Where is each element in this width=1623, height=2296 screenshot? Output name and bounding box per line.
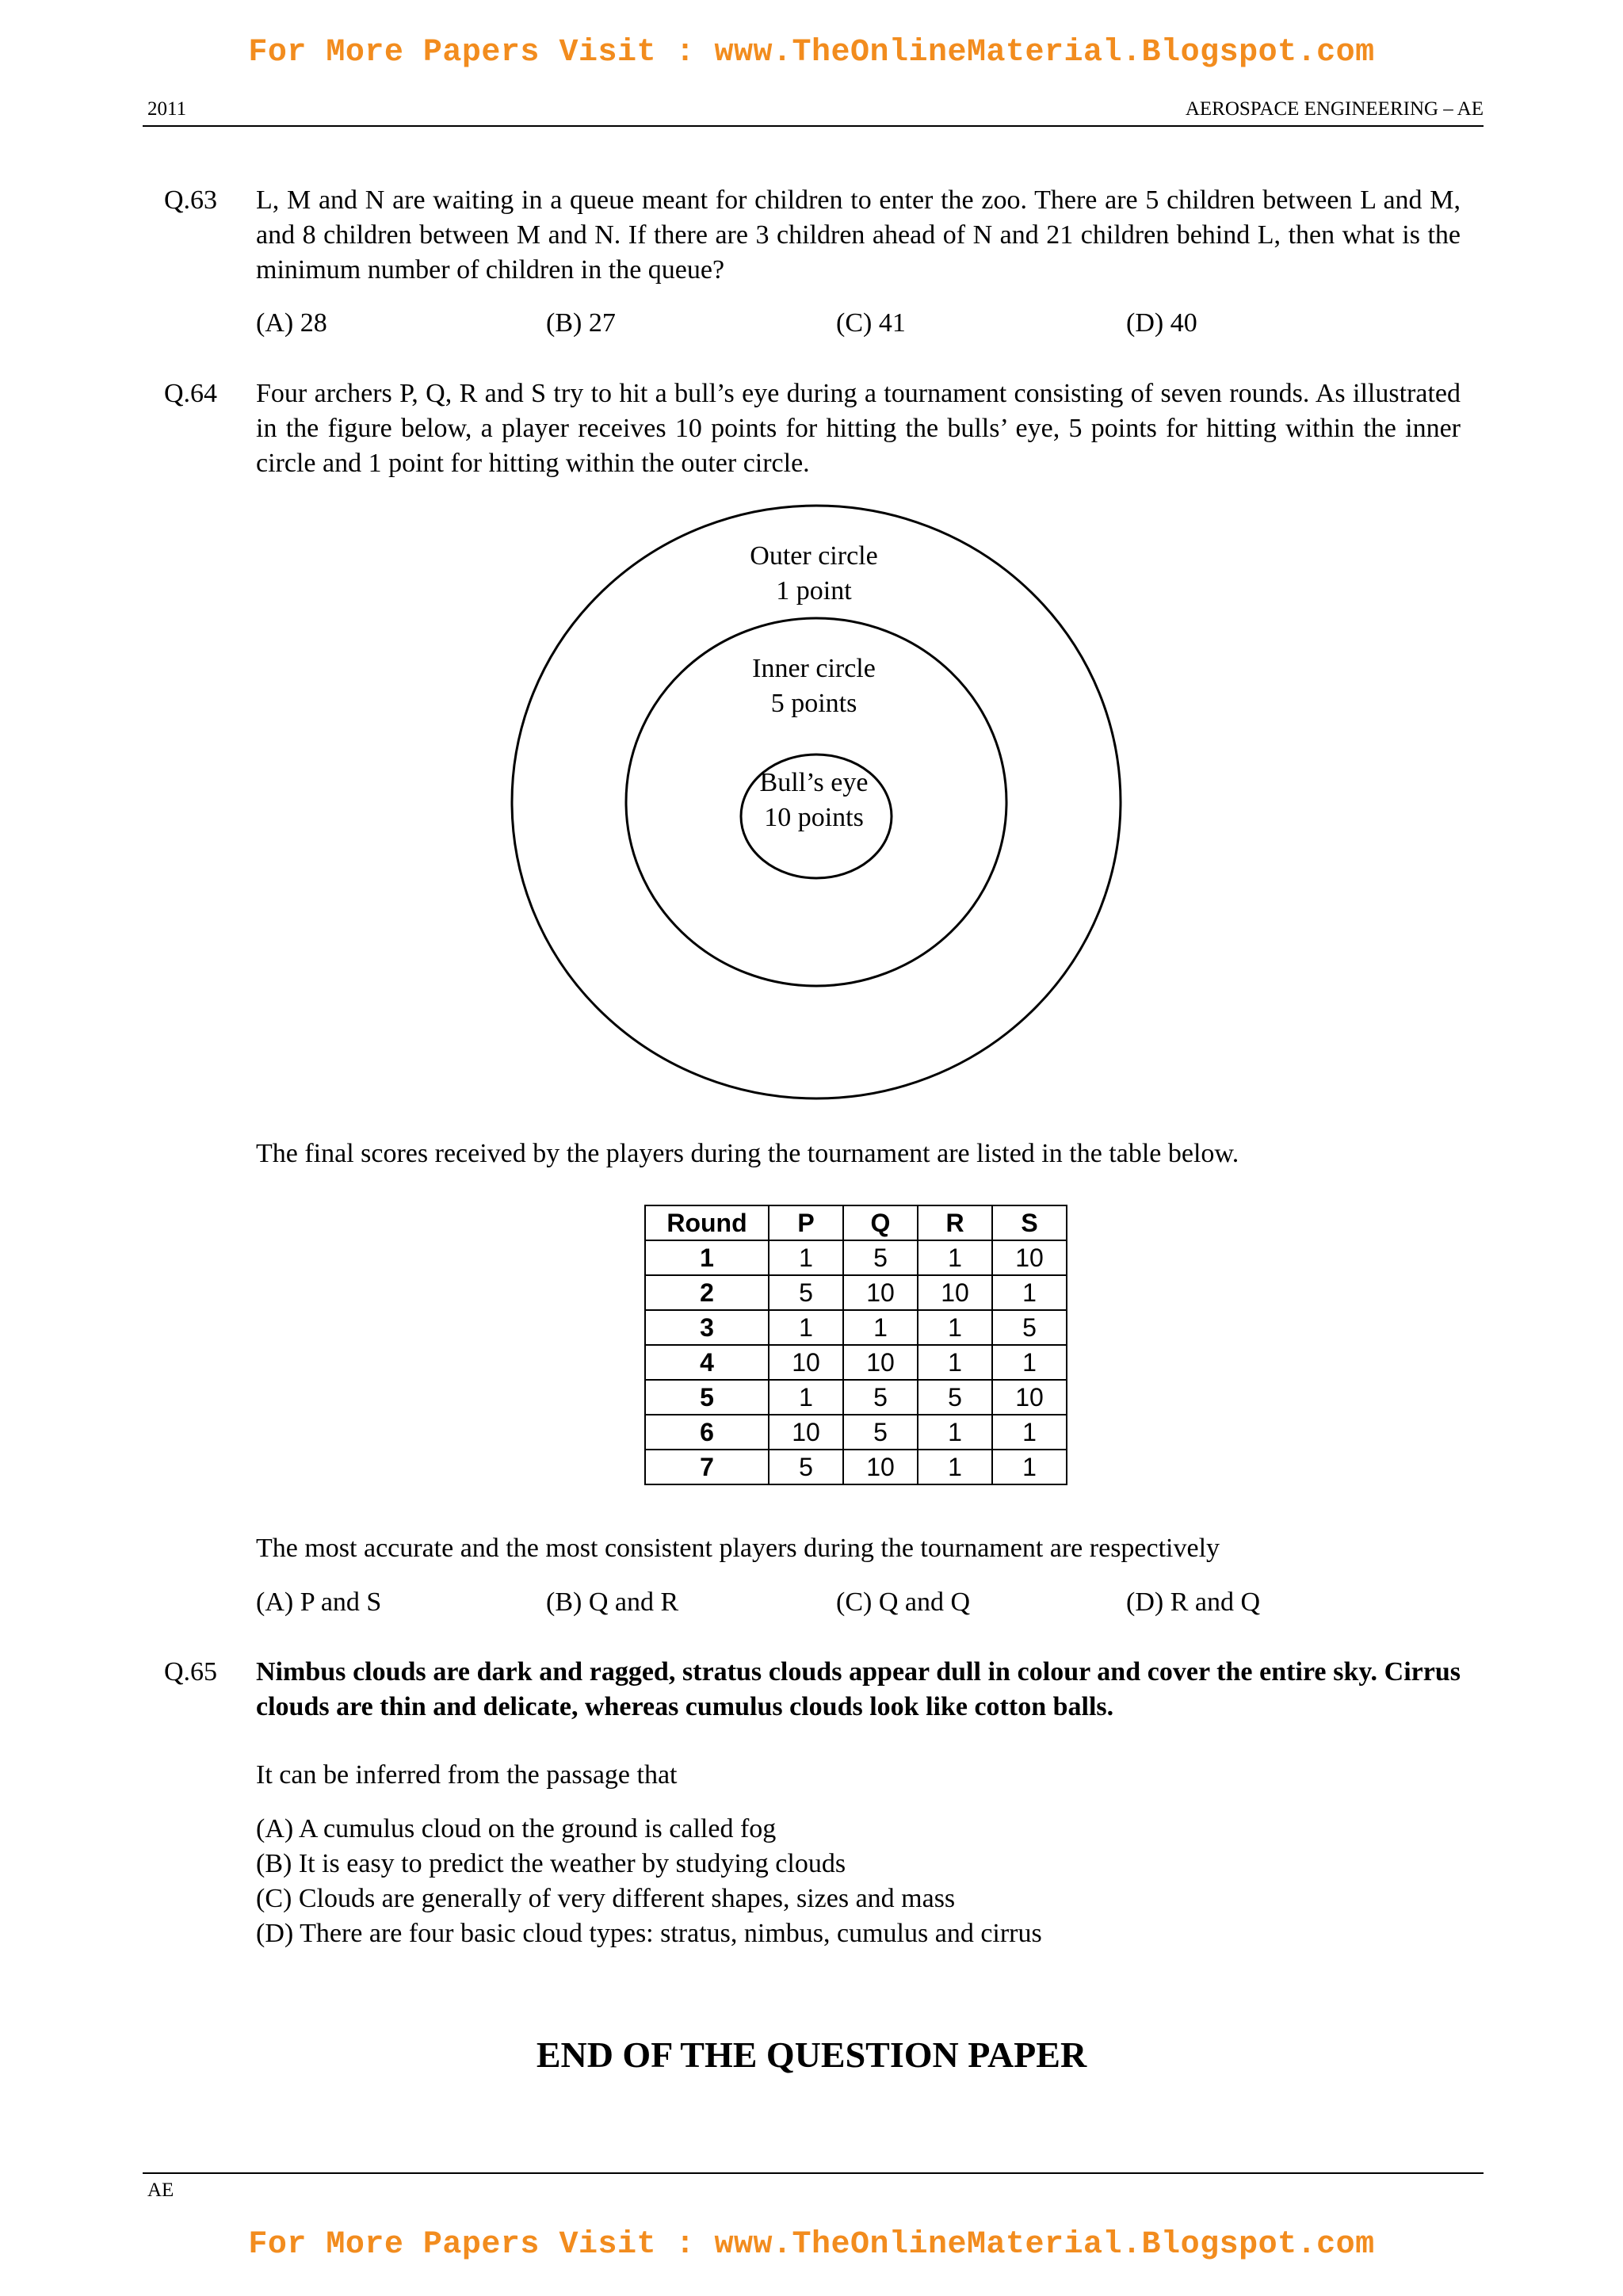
score-cell: 1: [843, 1310, 918, 1345]
bull-label-line1: Bull’s eye: [759, 768, 869, 797]
round-cell: 1: [645, 1240, 769, 1275]
round-cell: 6: [645, 1415, 769, 1450]
q64-table-intro: The final scores received by the players during the tournament are listed in the table below.: [256, 1139, 1239, 1168]
q64-number: Q.64: [164, 379, 218, 408]
score-cell: 10: [769, 1415, 843, 1450]
table-row: [645, 1380, 1067, 1415]
score-cell: 1: [992, 1415, 1067, 1450]
q65-option-d: (D) There are four basic cloud types: stratus, nimbus, cumulus and cirrus: [256, 1919, 1042, 1948]
score-cell: 5: [918, 1380, 992, 1415]
score-cell: 1: [992, 1450, 1067, 1484]
score-cell: 1: [918, 1240, 992, 1275]
table-row: [645, 1310, 1067, 1345]
table-row: [645, 1415, 1067, 1450]
footer-divider: [143, 2172, 1484, 2174]
score-cell: 5: [843, 1415, 918, 1450]
table-header-cell: Q: [843, 1205, 918, 1240]
q65-option-c: (C) Clouds are generally of very different shapes, sizes and mass: [256, 1884, 956, 1913]
outer-label-line1: Outer circle: [750, 541, 878, 571]
q63-text: L, M and N are waiting in a queue meant for children to enter the zoo. There are 5 children between L and M, and 8 children between M and N. If there are 3 children ahead of N and 21 children behind L, then what is the minimum number of children in the queue?: [256, 185, 1461, 285]
score-cell: 5: [769, 1450, 843, 1484]
outer-label-line2: 1 point: [776, 576, 852, 606]
q65-passage: Nimbus clouds are dark and ragged, stratus clouds appear dull in colour and cover the entire sky. Cirrus clouds are thin and delicate, whereas cumulus clouds look like cotton balls.: [256, 1657, 1461, 1721]
table-row: [645, 1275, 1067, 1310]
round-cell: 2: [645, 1275, 769, 1310]
score-cell: 1: [918, 1415, 992, 1450]
q65-question: It can be inferred from the passage that: [256, 1760, 678, 1790]
q64-option-a: (A) P and S: [256, 1587, 382, 1617]
q64-option-d: (D) R and Q: [1126, 1587, 1261, 1617]
score-table: [644, 1205, 1067, 1485]
score-cell: 1: [769, 1240, 843, 1275]
q63-option-d: (D) 40: [1126, 308, 1197, 338]
q63-option-a: (A) 28: [256, 308, 327, 338]
end-title: END OF THE QUESTION PAPER: [536, 2034, 1087, 2075]
table-header-cell: R: [918, 1205, 992, 1240]
score-cell: 10: [843, 1275, 918, 1310]
header-divider: [143, 125, 1484, 127]
header-subject: AEROSPACE ENGINEERING – AE: [1185, 98, 1484, 120]
score-cell: 10: [843, 1345, 918, 1380]
table-header-cell: P: [769, 1205, 843, 1240]
round-cell: 7: [645, 1450, 769, 1484]
table-row: [645, 1345, 1067, 1380]
q65-number: Q.65: [164, 1657, 218, 1687]
round-cell: 5: [645, 1380, 769, 1415]
score-cell: 1: [918, 1310, 992, 1345]
round-cell: 3: [645, 1310, 769, 1345]
bull-label-line2: 10 points: [764, 803, 864, 832]
footer-code: AE: [147, 2179, 174, 2201]
q64-question: The most accurate and the most consistent players during the tournament are respectively: [256, 1534, 1220, 1563]
score-cell: 10: [992, 1380, 1067, 1415]
top-banner-link[interactable]: For More Papers Visit : www.TheOnlineMaterial.Blogspot.com: [248, 35, 1375, 71]
q65-option-a: (A) A cumulus cloud on the ground is called fog: [256, 1814, 777, 1843]
q63-option-c: (C) 41: [836, 308, 906, 338]
score-cell: 5: [992, 1310, 1067, 1345]
round-cell: 4: [645, 1345, 769, 1380]
q65-option-b: (B) It is easy to predict the weather by studying clouds: [256, 1849, 846, 1878]
q63-option-b: (B) 27: [546, 308, 616, 338]
score-cell: 1: [992, 1345, 1067, 1380]
score-cell: 1: [769, 1310, 843, 1345]
q64-option-b: (B) Q and R: [546, 1587, 679, 1617]
score-cell: 1: [918, 1345, 992, 1380]
table-row: [645, 1240, 1067, 1275]
table-row: [645, 1450, 1067, 1484]
q64-text: Four archers P, Q, R and S try to hit a bull’s eye during a tournament consisting of seven rounds. As illustrated in the figure below, a player receives 10 points for hitting the bulls’ eye, 5 points for hitting within the inner circle and 1 point for hitting within the outer circle.: [256, 379, 1461, 478]
table-header-cell: Round: [645, 1205, 769, 1240]
inner-label-line1: Inner circle: [752, 654, 876, 683]
score-cell: 5: [769, 1275, 843, 1310]
score-cell: 5: [843, 1380, 918, 1415]
score-cell: 10: [843, 1450, 918, 1484]
score-cell: 10: [918, 1275, 992, 1310]
table-header-cell: S: [992, 1205, 1067, 1240]
header-year: 2011: [147, 98, 187, 120]
inner-label-line2: 5 points: [770, 689, 857, 718]
score-cell: 5: [843, 1240, 918, 1275]
score-cell: 1: [992, 1275, 1067, 1310]
q64-option-c: (C) Q and Q: [836, 1587, 971, 1617]
score-cell: 10: [769, 1345, 843, 1380]
score-cell: 10: [992, 1240, 1067, 1275]
bottom-banner-link[interactable]: For More Papers Visit : www.TheOnlineMaterial.Blogspot.com: [248, 2227, 1375, 2263]
score-cell: 1: [769, 1380, 843, 1415]
target-figure: [507, 501, 1125, 1103]
table-header-row: [645, 1205, 1067, 1240]
q63-number: Q.63: [164, 185, 218, 215]
score-cell: 1: [918, 1450, 992, 1484]
